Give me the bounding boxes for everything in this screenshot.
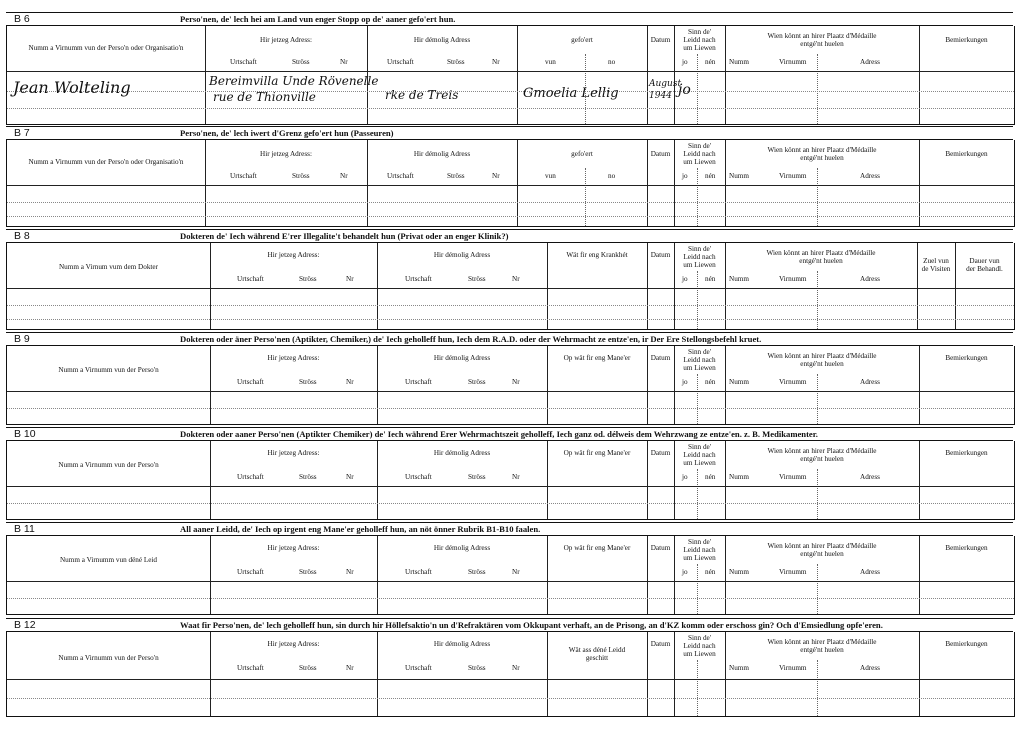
section-b10 bbox=[6, 427, 1013, 521]
handwritten-from: Gmoelia Lellig bbox=[523, 86, 619, 101]
section-title: Perso'nen, de' lech hei am Land vun enger Stopp op de' aaner gefo'ert hun. bbox=[180, 14, 456, 24]
handwritten-alive: jo bbox=[678, 82, 691, 98]
handwritten-former-address: rke de Treis bbox=[385, 88, 459, 102]
handwritten-current-address-2: rue de Thionville bbox=[213, 90, 316, 104]
handwritten-current-address-1: Bereimvilla Unde Rövenelle bbox=[209, 74, 379, 88]
section-grid: Numm a Virnum vum dem Dokter Hir jetzeg Adress: Urtschaft Ströss Nr Hir démolig Adress Urtschaft Ströss Nr Wät fir eng Krankhét Datum Sinn de' Leidd nach um Liewen jo nén Wien könnt an hirer Plaatz d'Médaille entgé'nt huelen Numm Virnumm Adress Zuel vun de Visiten Dauer vun der Behandl. bbox=[6, 243, 1015, 330]
section-header: B 11 All aaner Leidd, de' Iech op irgent eng Mane'er geholleff hun, an nöt önner Rubrik B1-B10 faalen. bbox=[6, 522, 1013, 536]
section-grid: Numm a Virnumm vun der Perso'n Hir jetzeg Adress: Urtschaft Ströss Nr Hir démolig Adress Urtschaft Ströss Nr Wät ass déné Leidd geschitt Datum Sinn de' Leidd nach um Liewen Wien könnt an hirer Plaatz d'Médaille entgé'nt huelen Numm Virnumm Adress Bemierkungen bbox=[6, 632, 1015, 717]
section-header: B 7 Perso'nen, de' lech iwert d'Grenz gefo'ert hun (Passeuren) bbox=[6, 126, 1013, 140]
col-name-label: Numm a Virnumm vun der Perso'n oder Organisatio'n bbox=[28, 44, 184, 52]
handwritten-name: Jean Wolteling bbox=[13, 78, 131, 97]
section-header bbox=[6, 12, 1013, 26]
section-b7 bbox=[6, 126, 1013, 226]
section-grid: Numm a Virnumm vun der Perso'n Hir jetzeg Adress: Urtschaft Ströss Nr Hir démolig Adress Urtschaft Ströss Nr Op wät fir eng Mane'er Datum Sinn de' Leidd nach um Liewen jo nén Wien könnt an hirer Plaatz d'Médaille entgé'nt huelen Numm Virnumm Adress Bemierkungen bbox=[6, 346, 1015, 425]
col-former-address-label: Hir démolig Adress bbox=[413, 36, 471, 44]
section-header: B 10 Dokteren oder aaner Perso'nen (Aptikter Chemiker) de' Iech während Erer Wehrmachtszeit geholleff, Iech ganz od. délweis dem Wehrzwang ze entze'en. z. B. Medikamenter. bbox=[6, 427, 1013, 441]
section-b8 bbox=[6, 229, 1013, 331]
section-header: B 8 Dokteren de' Iech während E'rer Illegalite't behandelt hun (Privat oder an enger Klinik?) bbox=[6, 229, 1013, 243]
col-bemierkungen-label: Bemierkungen bbox=[945, 36, 988, 44]
col-datum-label: Datum bbox=[650, 36, 671, 44]
col-gefoert-label: gefo'ert bbox=[571, 36, 593, 44]
section-grid: Numm a Virnumm vun der Perso'n Hir jetzeg Adress: Urtschaft Ströss Nr Hir démolig Adress Urtschaft Ströss Nr Op wät fir eng Mane'er Datum Sinn de' Leidd nach um Liewen jo nén Wien könnt an hirer Plaatz d'Médaille entgé'nt huelen Numm Virnumm Adress Bemierkungen bbox=[6, 441, 1015, 520]
section-b11 bbox=[6, 522, 1013, 616]
section-grid: Numm a Virnumm vun dëné Leid Hir jetzeg Adress: Urtschaft Ströss Nr Hir démolig Adress Urtschaft Ströss Nr Op wät fir eng Mane'er Datum Sinn de' Leidd nach um Liewen jo nén Wien könnt an hirer Plaatz d'Médaille entgé'nt huelen Numm Virnumm Adress Bemierkungen bbox=[6, 536, 1015, 615]
section-grid: Numm a Virnumm vun der Perso'n oder Organisatio'n Hir jetzeg Adress: Urtschaft Ströss Nr Hir démolig Adress Urtschaft Ströss Nr gefo'ert vun no Datum Sinn de' Leidd nach um Liewen jo nén Wien könnt an hirer Plaatz d'Médaille entgé'nt huelen Numm Virnumm Adress Bemierkungen Jean Wolteling Bereimvilla Unde Rövenelle rue de Thionville rke de Treis Gmoelia Lellig August 1944 jo bbox=[6, 26, 1015, 125]
col-current-address-label: Hir jetzeg Adress: bbox=[260, 36, 312, 44]
section-b12 bbox=[6, 618, 1013, 718]
section-code: B 6 bbox=[14, 13, 30, 25]
section-b9 bbox=[6, 332, 1013, 426]
section-grid: Numm a Virnumm vun der Perso'n oder Organisatio'n Hir jetzeg Adress: Urtschaft Ströss Nr Hir démolig Adress Urtschaft Ströss Nr gefo'ert vun no Datum Sinn de' Leidd nach um Liewen jo nén Wien könnt an hirer Plaatz d'Médaille entgé'nt huelen Numm Virnumm Adress Bemierkungen bbox=[6, 140, 1015, 227]
section-header: B 9 Dokteren oder äner Perso'nen (Aptikter, Chemiker,) de' Iech geholleff hun, Iech dem R.A.D. oder der Wehrmacht ze entze'en, ir Der Ere Stellongsbefehl kruet. bbox=[6, 332, 1013, 346]
section-header: B 12 Waat fir Perso'nen, de' lech geholleff hun, sin durch hir Höllefsaktio'n un d'Refraktären vom Okkupant verhaft, an de Prisong, an d'KZ komm oder erschoss gin? Och d'Emsiedlung opfe'eren. bbox=[6, 618, 1013, 632]
handwritten-date: August 1944 bbox=[649, 79, 682, 101]
section-b6 bbox=[6, 12, 1013, 126]
